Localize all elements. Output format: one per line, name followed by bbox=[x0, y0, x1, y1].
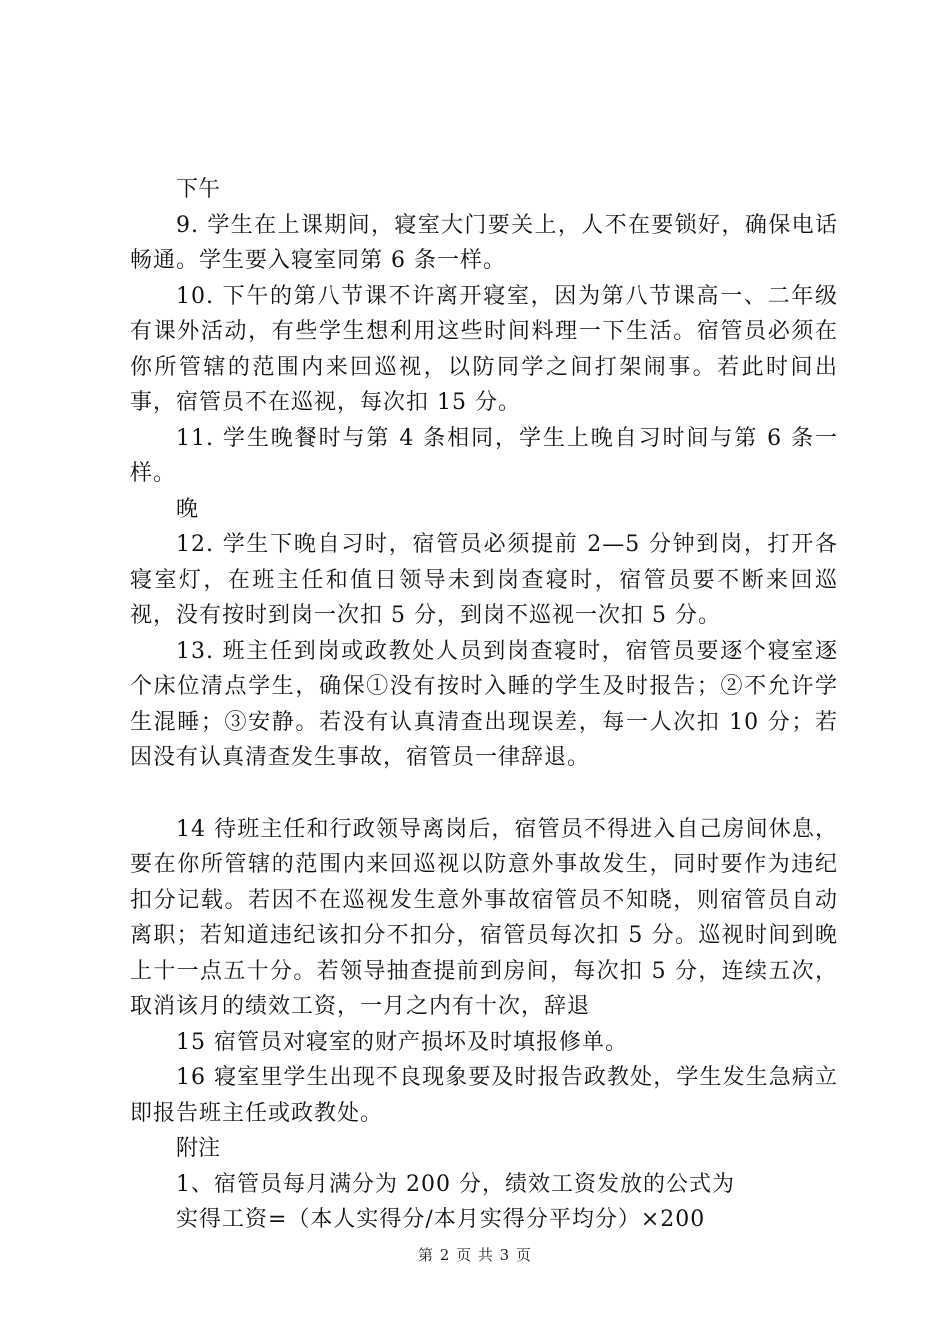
section-heading-note: 附注 bbox=[176, 1136, 221, 1161]
document-body bbox=[130, 172, 838, 1238]
rule-item-15: 15 宿管员对寝室的财产损坏及时填报修单。 bbox=[176, 1029, 628, 1055]
rule-item-12: 12. 学生下晚自习时，宿管员必须提前 2—5 分钟到岗，打开各寝室灯，在班主任和值日领导未到岗查寝时，宿管员要不断来回巡视，没有按时到岗一次扣 5 分，到岗不巡视一次扣 5 分。 bbox=[130, 532, 838, 628]
rule-item-10: 10. 下午的第八节课不许离开寝室，因为第八节课高一、二年级有课外活动，有些学生想利用这些时间料理一下生活。宿管员必须在你所管辖的范围内来回巡视，以防同学之间打架闹事。若此时间出事，宿管员不在巡视，每次扣 15 分。 bbox=[130, 283, 838, 415]
page-footer: 第 2 页 共 3 页 bbox=[418, 1246, 532, 1264]
rule-item-16: 16 寝室里学生出现不良现象要及时报告政教处，学生发生急病立即报告班主任或政教处。 bbox=[130, 1065, 838, 1126]
rule-item-13: 13. 班主任到岗或政教处人员到岗查寝时，宿管员要逐个寝室逐个床位清点学生，确保①没有按时入睡的学生及时报告；②不允许学生混睡；③安静。若没有认真清查出现误差，每一人次扣 10 分；若因没有认真清查发生事故，宿管员一律辞退。 bbox=[130, 638, 838, 770]
note-item-1: 1、宿管员每月满分为 200 分，绩效工资发放的公式为 bbox=[176, 1171, 735, 1197]
paragraph-gap bbox=[130, 776, 838, 812]
rule-item-9: 9. 学生在上课期间，寝室大门要关上，人不在要锁好，确保电话畅通。学生要入寝室同第 6 条一样。 bbox=[130, 212, 838, 273]
rule-item-14: 14 待班主任和行政领导离岗后，宿管员不得进入自己房间休息，要在你所管辖的范围内来回巡视以防意外事故发生，同时要作为违纪扣分记载。若因不在巡视发生意外事故宿管员不知晓，则宿管员自动离职；若知道违纪该扣分不扣分，宿管员每次扣 5 分。巡视时间到晚上十一点五十分。若领导抽查提前到房间，每次扣 5 分，连续五次，取消该月的绩效工资，一月之内有十次，辞退 bbox=[130, 816, 838, 1019]
note-formula: 实得工资=（本人实得分/本月实得分平均分）×200 bbox=[176, 1207, 706, 1232]
section-heading-afternoon: 下午 bbox=[176, 177, 221, 202]
section-heading-evening: 晚 bbox=[176, 496, 199, 522]
rule-item-11: 11. 学生晚餐时与第 4 条相同，学生上晚自习时间与第 6 条一样。 bbox=[130, 425, 838, 486]
